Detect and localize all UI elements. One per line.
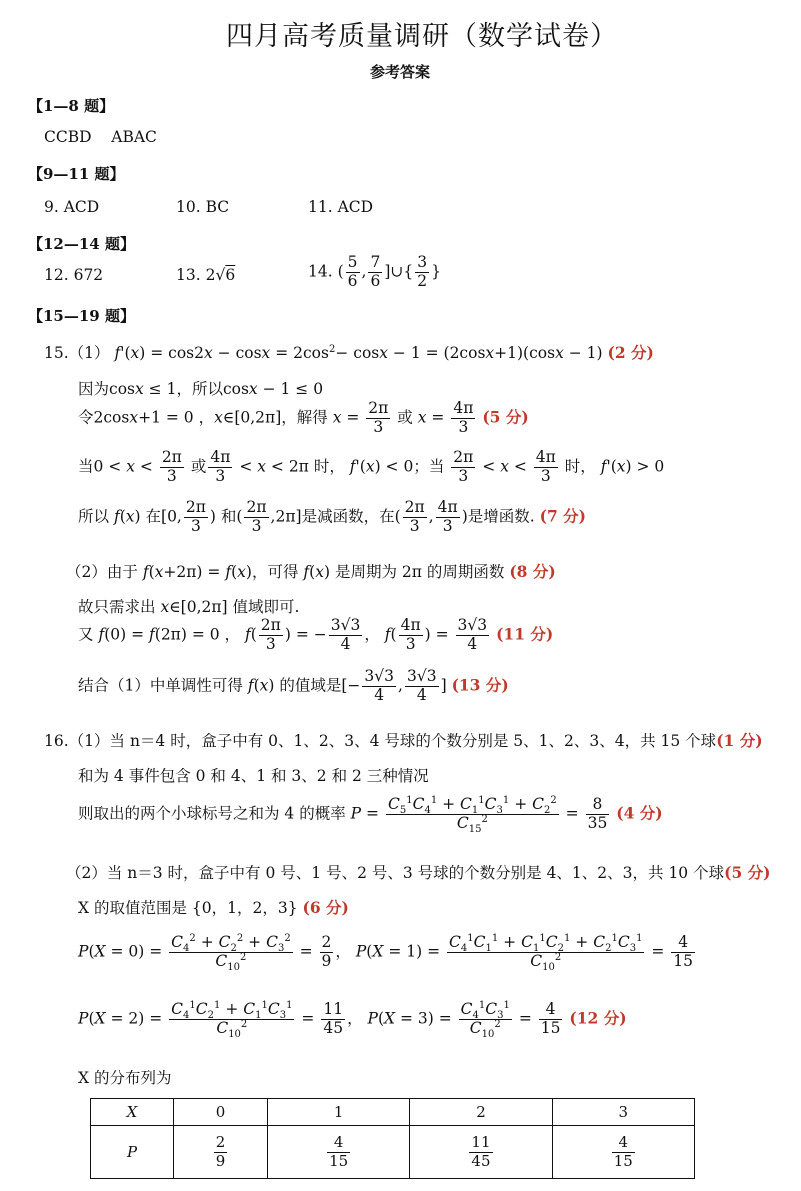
- q15-mark-11: (11 分): [496, 624, 554, 644]
- q15-intervals: 当0 < x < $\frac{2\pi}{3}$ 或 $\frac{4\pi}{3}$ < x < 2π 时， f'(x) < 0；当 $\frac{2\pi}{3}$ < x < $\frac{4\pi}{3}$ 时， f'(x) > 0: [78, 448, 665, 485]
- q15-mark-13: (13 分): [451, 675, 509, 695]
- q16-mark-6: (6 分): [302, 898, 349, 917]
- answer-13: 13. 2√6: [176, 266, 236, 284]
- q16-dist-caption: X 的分布列为: [78, 1069, 172, 1087]
- table-cell: $\frac{4}{15}$: [552, 1126, 694, 1179]
- q15-mark-2: (2 分): [607, 343, 654, 362]
- table-row: [91, 1099, 695, 1126]
- table-cell: 1: [267, 1099, 409, 1126]
- answer-14-label: 14.: [308, 262, 333, 281]
- section-header-12-14: 【12—14 题】: [28, 235, 135, 253]
- q15-part2-values: 又 f(0) = f(2π) = 0 ， f( $\frac{2\pi}{3}$ ) = − $\frac{3√3}{4}$ ， f( $\frac{4\pi}{3}$ ) = $\frac{3√3}{4}$ (11 分): [78, 616, 554, 653]
- q16-line1: 16.（1）当 n＝4 时，盒子中有 0、1、2、3、4 号球的个数分别是 5、1、2、3、4，共 15 个球(1 分): [44, 731, 763, 750]
- page-subtitle: 参考答案: [370, 63, 431, 81]
- page-title: 四月高考质量调研（数学试卷）: [226, 21, 618, 52]
- table-cell: $\frac{11}{45}$: [410, 1126, 552, 1179]
- q16-line5: X 的取值范围是 {0，1，2，3} (6 分): [78, 898, 349, 917]
- answer-10: 10. BC: [176, 198, 230, 216]
- answer-9: 9. ACD: [44, 198, 100, 216]
- table-cell: $\frac{4}{15}$: [267, 1126, 409, 1179]
- q15-mark-8: (8 分): [509, 562, 556, 581]
- q16-mark-4: (4 分): [616, 803, 663, 823]
- distribution-table: [90, 1098, 695, 1179]
- q15-part2-range: 故只需求出 x∈[0,2π] 值域即可.: [78, 598, 300, 616]
- q15-part2-result: 结合（1）中单调性可得 f(x) 的值域是[− $\frac{3√3}{4}$ , $\frac{3√3}{4}$ ] (13 分): [78, 667, 509, 704]
- table-cell: 2: [410, 1099, 552, 1126]
- table-cell: X: [91, 1099, 174, 1126]
- q16-line3: 则取出的两个小球标号之和为 4 的概率 P = $\frac{C_5^1C_4^1 + C_1^1C_3^1 + C_2^2}{C_{15}^2}$ = $\frac{8}{35}$ (4 分): [78, 794, 663, 835]
- answer-13-label: 13.: [176, 266, 201, 284]
- q16-line2: 和为 4 事件包含 0 和 4、1 和 3、2 和 2 三种情况: [78, 767, 429, 785]
- table-cell: 0: [174, 1099, 268, 1126]
- answers-1-8: CCBD ABAC: [44, 128, 157, 146]
- q15-mark-7: (7 分): [539, 506, 587, 526]
- answer-12: 12. 672: [44, 266, 104, 284]
- q16-line4: （2）当 n＝3 时，盒子中有 0 号、1 号、2 号、3 号球的个数分别是 4、1、2、3，共 10 个球(5 分): [66, 863, 771, 882]
- q15-part2-period: （2）由于 f(x+2π) = f(x)，可得 f(x) 是周期为 2π 的周期函数 (8 分): [66, 562, 556, 581]
- q15-monotonic: 所以 f(x) 在[0, $\frac{2\pi}{3}$ ) 和( $\frac{2\pi}{3}$ ,2π]是减函数，在( $\frac{2\pi}{3}$ , $\frac{4\pi}{3}$ )是增函数. (7 分): [78, 498, 587, 535]
- answer-14: 14. ( $\frac{5}{6}$ , $\frac{7}{6}$ ]∪{ $\frac{3}{2}$ }: [308, 253, 441, 290]
- table-cell: $\frac{2}{9}$: [174, 1126, 268, 1179]
- section-header-1-8: 【1—8 题】: [28, 97, 115, 115]
- q15-because: 因为cosx ≤ 1，所以cosx − 1 ≤ 0: [78, 380, 324, 398]
- q16-mark-5: (5 分): [724, 863, 771, 882]
- q16-mark-1: (1 分): [716, 731, 763, 750]
- q16-prob-0-1: P(X = 0) = $\frac{C_4^2 + C_2^2 + C_3^2}{C_{10}^2}$ = $\frac{2}{9}$ ， P(X = 1) = $\frac{C_4^1C_1^1 + C_1^1C_2^1 + C_2^1C_3^1}{C_{10}^2}$ = $\frac{4}{15}$: [78, 932, 694, 973]
- q15-derivative: 15.（1） $f'(x) = \cos 2x - \cos x = 2\cos^2- \cos x - 1 = (2\cos x+1)(\cos x - 1)$ (2 分): [44, 343, 654, 362]
- q15-mark-5: (5 分): [482, 407, 529, 427]
- table-row: [91, 1126, 695, 1179]
- table-cell: P: [91, 1126, 174, 1179]
- table-cell: 3: [552, 1099, 694, 1126]
- q16-prob-2-3: P(X = 2) = $\frac{C_4^1C_2^1 + C_1^1C_3^1}{C_{10}^2}$ = $\frac{11}{45}$ ， P(X = 3) = $\frac{C_4^1C_3^1}{C_{10}^2}$ = $\frac{4}{15}$ (12 分): [78, 999, 627, 1040]
- q16-mark-12: (12 分): [569, 1008, 627, 1028]
- section-header-15-19: 【15—19 题】: [28, 307, 135, 325]
- section-header-9-11: 【9—11 题】: [28, 165, 125, 183]
- answer-11: 11. ACD: [308, 198, 374, 216]
- q15-solve: 令2cosx+1 = 0 ，x∈[0,2π]，解得 x = $\frac{2\pi}{3}$ 或 x = $\frac{4\pi}{3}$ (5 分): [78, 399, 529, 436]
